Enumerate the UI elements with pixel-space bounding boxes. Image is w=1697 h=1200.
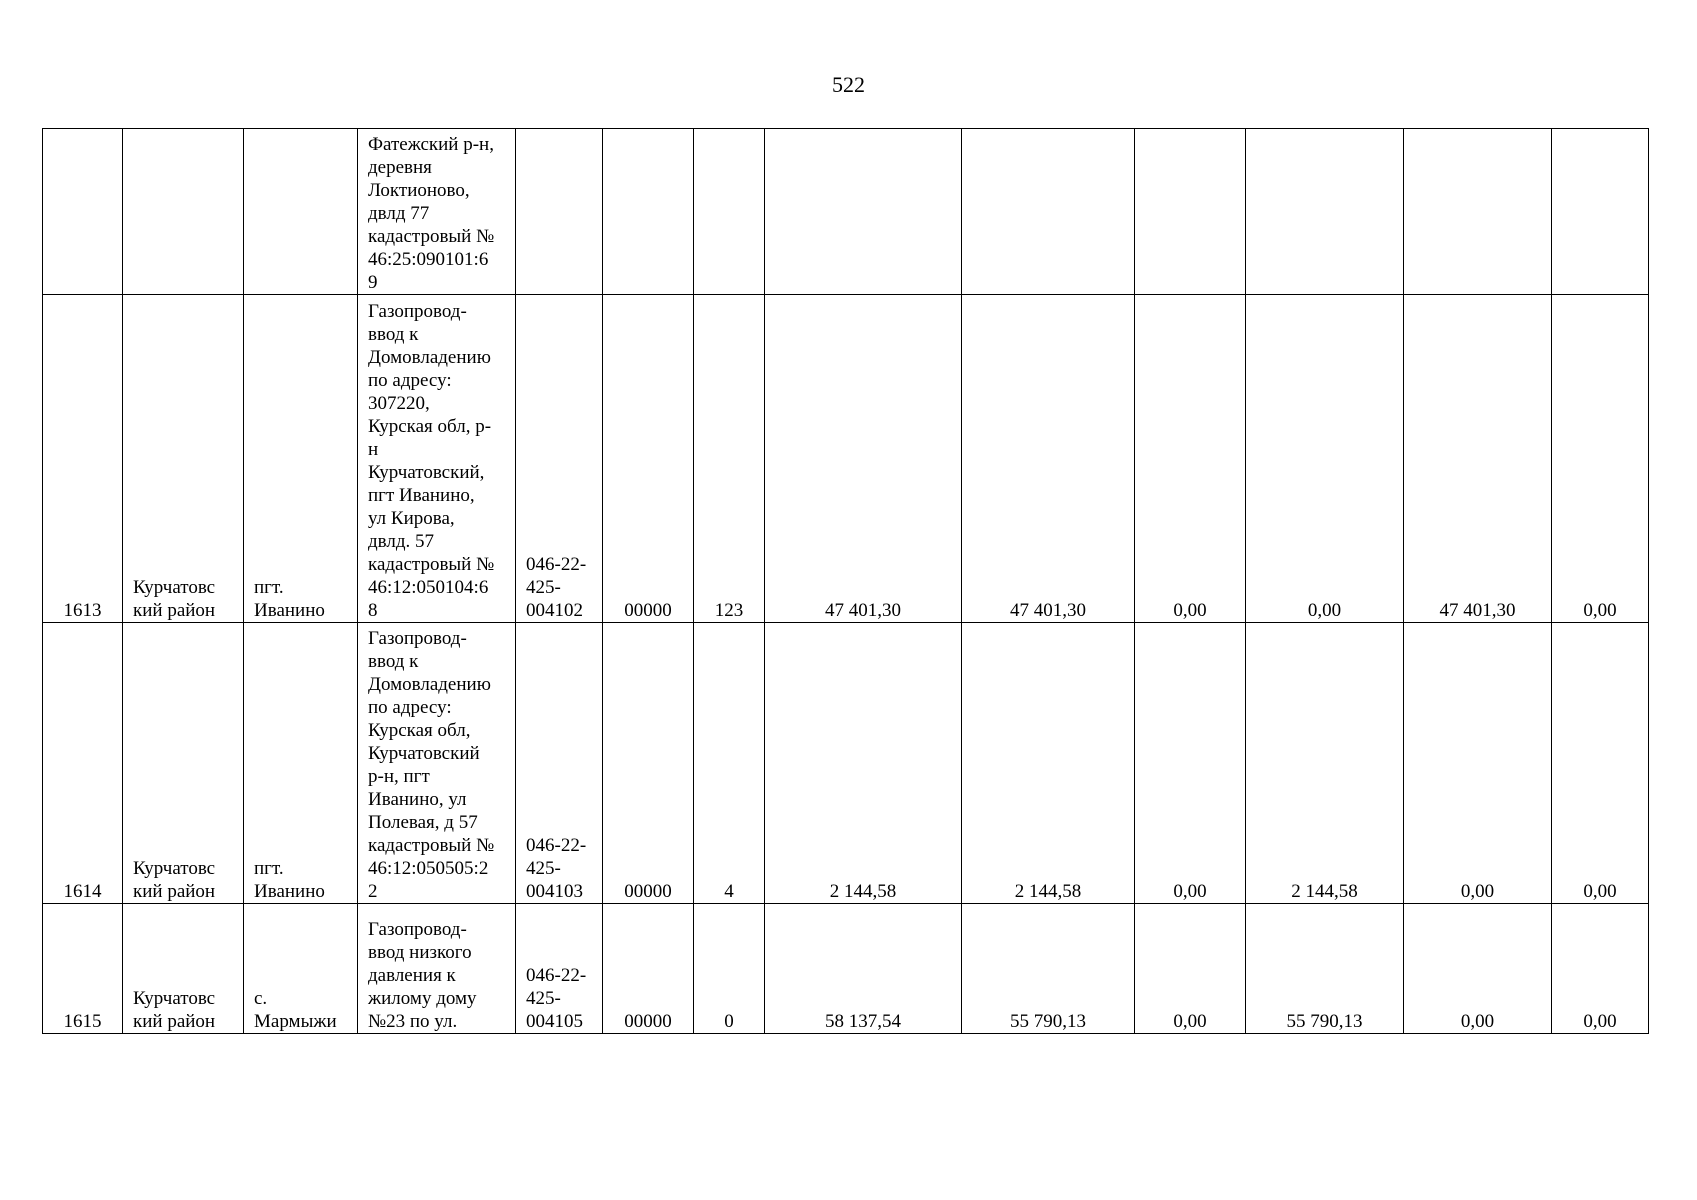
value-cell-4: 2 144,58 bbox=[1246, 623, 1404, 904]
value-cell-5: 47 401,30 bbox=[1404, 295, 1552, 623]
locality-cell: пгт. Иванино bbox=[244, 623, 358, 904]
table-row bbox=[43, 904, 1649, 1034]
inventory-number-cell: 046-22- 425- 004103 bbox=[516, 623, 603, 904]
inventory-number-cell bbox=[516, 129, 603, 295]
value-cell-1: 47 401,30 bbox=[765, 295, 962, 623]
value-cell-6: 0,00 bbox=[1552, 623, 1649, 904]
value-cell-6 bbox=[1552, 129, 1649, 295]
value-cell-4: 55 790,13 bbox=[1246, 904, 1404, 1034]
quantity-cell bbox=[694, 129, 765, 295]
table-row bbox=[43, 295, 1649, 623]
locality-cell: пгт. Иванино bbox=[244, 295, 358, 623]
code-cell bbox=[603, 129, 694, 295]
value-cell-3: 0,00 bbox=[1135, 623, 1246, 904]
value-cell-1: 2 144,58 bbox=[765, 623, 962, 904]
locality-cell: с. Мармыжи bbox=[244, 904, 358, 1034]
district-cell: Курчатовс кий район bbox=[123, 904, 244, 1034]
value-cell-5: 0,00 bbox=[1404, 904, 1552, 1034]
description-cell: Газопровод- ввод к Домовладению по адресу: Курская обл, Курчатовский р-н, пгт Иванино, ул Полевая, д 57 кадастровый № 46:12:050505:2 2 bbox=[358, 623, 516, 904]
row-number bbox=[43, 129, 123, 295]
description-cell: Газопровод- ввод к Домовладению по адресу: 307220, Курская обл, р- н Курчатовский, пгт Иванино, ул Кирова, двлд. 57 кадастровый № 46:12:050104:6 8 bbox=[358, 295, 516, 623]
value-cell-2 bbox=[962, 129, 1135, 295]
value-cell-3: 0,00 bbox=[1135, 904, 1246, 1034]
district-cell bbox=[123, 129, 244, 295]
row-number: 1613 bbox=[43, 295, 123, 623]
page-number: 522 bbox=[832, 72, 865, 97]
value-cell-1: 58 137,54 bbox=[765, 904, 962, 1034]
row-number: 1615 bbox=[43, 904, 123, 1034]
property-registry-table bbox=[42, 128, 1649, 1034]
value-cell-5 bbox=[1404, 129, 1552, 295]
row-number: 1614 bbox=[43, 623, 123, 904]
value-cell-2: 2 144,58 bbox=[962, 623, 1135, 904]
value-cell-1 bbox=[765, 129, 962, 295]
description-cell: Газопровод- ввод низкого давления к жилому дому №23 по ул. bbox=[358, 904, 516, 1034]
value-cell-2: 47 401,30 bbox=[962, 295, 1135, 623]
quantity-cell: 0 bbox=[694, 904, 765, 1034]
value-cell-6: 0,00 bbox=[1552, 295, 1649, 623]
quantity-cell: 4 bbox=[694, 623, 765, 904]
value-cell-3 bbox=[1135, 129, 1246, 295]
locality-cell bbox=[244, 129, 358, 295]
table-row bbox=[43, 129, 1649, 295]
code-cell: 00000 bbox=[603, 904, 694, 1034]
value-cell-2: 55 790,13 bbox=[962, 904, 1135, 1034]
value-cell-6: 0,00 bbox=[1552, 904, 1649, 1034]
value-cell-5: 0,00 bbox=[1404, 623, 1552, 904]
table-row bbox=[43, 623, 1649, 904]
district-cell: Курчатовс кий район bbox=[123, 623, 244, 904]
inventory-number-cell: 046-22- 425- 004102 bbox=[516, 295, 603, 623]
value-cell-4: 0,00 bbox=[1246, 295, 1404, 623]
district-cell: Курчатовс кий район bbox=[123, 295, 244, 623]
quantity-cell: 123 bbox=[694, 295, 765, 623]
code-cell: 00000 bbox=[603, 623, 694, 904]
inventory-number-cell: 046-22- 425- 004105 bbox=[516, 904, 603, 1034]
description-cell: Фатежский р-н, деревня Локтионово, двлд 77 кадастровый № 46:25:090101:6 9 bbox=[358, 129, 516, 295]
value-cell-3: 0,00 bbox=[1135, 295, 1246, 623]
code-cell: 00000 bbox=[603, 295, 694, 623]
value-cell-4 bbox=[1246, 129, 1404, 295]
